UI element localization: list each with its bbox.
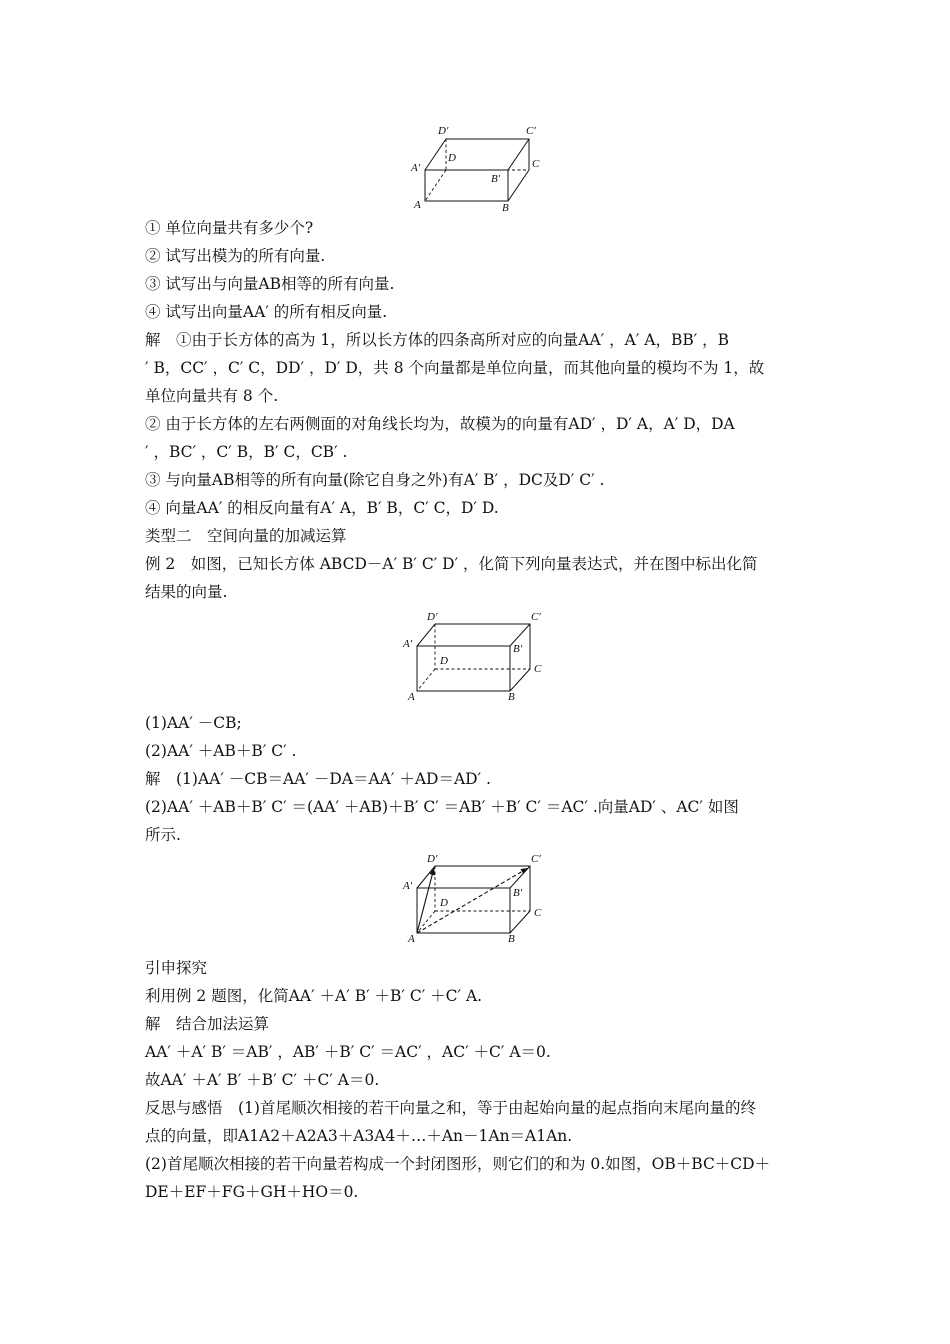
figure-cuboid-2 <box>400 610 550 705</box>
solution-line: 所示. <box>145 826 181 844</box>
reflection-line: 点的向量，即A1A2＋A2A3＋A3A4＋…＋An－1An＝A1An. <box>145 1127 573 1145</box>
question-2: ② 试写出模为的所有向量. <box>145 247 326 265</box>
label-c1: C′ <box>531 853 541 865</box>
solution-line: ③ 与向量AB相等的所有向量(除它自身之外)有A′ B′ ，DC及D′ C′ . <box>145 471 605 489</box>
figure-cuboid-3 <box>400 852 550 947</box>
label-c: C <box>532 158 540 170</box>
label-a: A <box>408 933 415 945</box>
reflection-line: (2)首尾顺次相接的若干向量若构成一个封闭图形，则它们的和为 0.如图，OB＋BC＋CD＋ <box>145 1155 771 1173</box>
example-2-line: 结果的向量. <box>145 583 228 601</box>
question-4: ④ 试写出向量AA′ 的所有相反向量. <box>145 303 388 321</box>
label-d: D <box>448 152 456 164</box>
reflection-line: 反思与感悟 (1)首尾顺次相接的若干向量之和，等于由起始向量的起点指向末尾向量的终 <box>145 1099 756 1117</box>
solution-line: (2)AA′ ＋AB＋B′ C′ ＝(AA′ ＋AB)＋B′ C′ ＝AB′ ＋B′ C′ ＝AC′ .向量AD′ 、AC′ 如图 <box>145 798 739 816</box>
section-heading: 类型二 空间向量的加减运算 <box>145 527 347 545</box>
label-b: B <box>508 933 515 945</box>
label-d1: D′ <box>427 853 438 865</box>
example-part-2: (2)AA′ ＋AB＋B′ C′ . <box>145 742 297 760</box>
vector-ac1 <box>417 868 528 933</box>
label-d: D <box>440 897 448 909</box>
label-b1: B′ <box>513 643 523 655</box>
label-a1: A′ <box>403 638 413 650</box>
label-d: D <box>440 655 448 667</box>
example-part-1: (1)AA′ －CB; <box>145 714 242 732</box>
label-a: A <box>414 199 421 211</box>
label-a1: A′ <box>403 880 413 892</box>
solution-line: 故AA′ ＋A′ B′ ＋B′ C′ ＋C′ A＝0. <box>145 1071 380 1089</box>
label-b1: B′ <box>491 173 501 185</box>
solution-line: 解 ①由于长方体的高为 1，所以长方体的四条高所对应的向量AA′ ，A′ A，BB′ ，B <box>145 331 730 349</box>
figure-cuboid-1 <box>405 120 545 212</box>
solution-line: 解 (1)AA′ －CB＝AA′ －DA＝AA′ ＋AD＝AD′ . <box>145 770 491 788</box>
solution-line: AA′ ＋A′ B′ ＝AB′ ，AB′ ＋B′ C′ ＝AC′ ，AC′ ＋C′ A＝0. <box>145 1043 551 1061</box>
label-c: C <box>534 663 542 675</box>
extension-line: 利用例 2 题图，化简AA′ ＋A′ B′ ＋B′ C′ ＋C′ A. <box>145 987 483 1005</box>
label-b: B <box>508 691 515 703</box>
label-a1: A′ <box>411 162 421 174</box>
solution-line: 解 结合加法运算 <box>145 1015 270 1033</box>
solution-line: ② 由于长方体的左右两侧面的对角线长均为，故模为的向量有AD′ ，D′ A，A′ D，DA <box>145 415 735 433</box>
solution-line: ′ B，CC′ ，C′ C，DD′ ，D′ D，共 8 个向量都是单位向量，而其他向量的模均不为 1，故 <box>145 359 765 377</box>
label-d1: D′ <box>427 611 438 623</box>
example-2-line: 例 2 如图，已知长方体 ABCD－A′ B′ C′ D′ ，化简下列向量表达式，并在图中标出化简 <box>145 555 758 573</box>
reflection-line: DE＋EF＋FG＋GH＋HO＝0. <box>145 1183 359 1201</box>
label-b1: B′ <box>513 887 523 899</box>
label-d1: D′ <box>438 125 449 137</box>
label-b: B <box>502 202 509 212</box>
solution-line: ′ ，BC′ ，C′ B，B′ C，CB′ . <box>145 443 348 461</box>
question-1: ① 单位向量共有多少个? <box>145 219 314 237</box>
solution-line: ④ 向量AA′ 的相反向量有A′ A，B′ B，C′ C，D′ D. <box>145 499 499 517</box>
extension-heading: 引申探究 <box>145 959 208 977</box>
solution-line: 单位向量共有 8 个. <box>145 387 279 405</box>
label-a: A <box>408 691 415 703</box>
question-3: ③ 试写出与向量AB相等的所有向量. <box>145 275 395 293</box>
label-c: C <box>534 907 542 919</box>
label-c1: C′ <box>526 125 536 137</box>
label-c1: C′ <box>531 611 541 623</box>
